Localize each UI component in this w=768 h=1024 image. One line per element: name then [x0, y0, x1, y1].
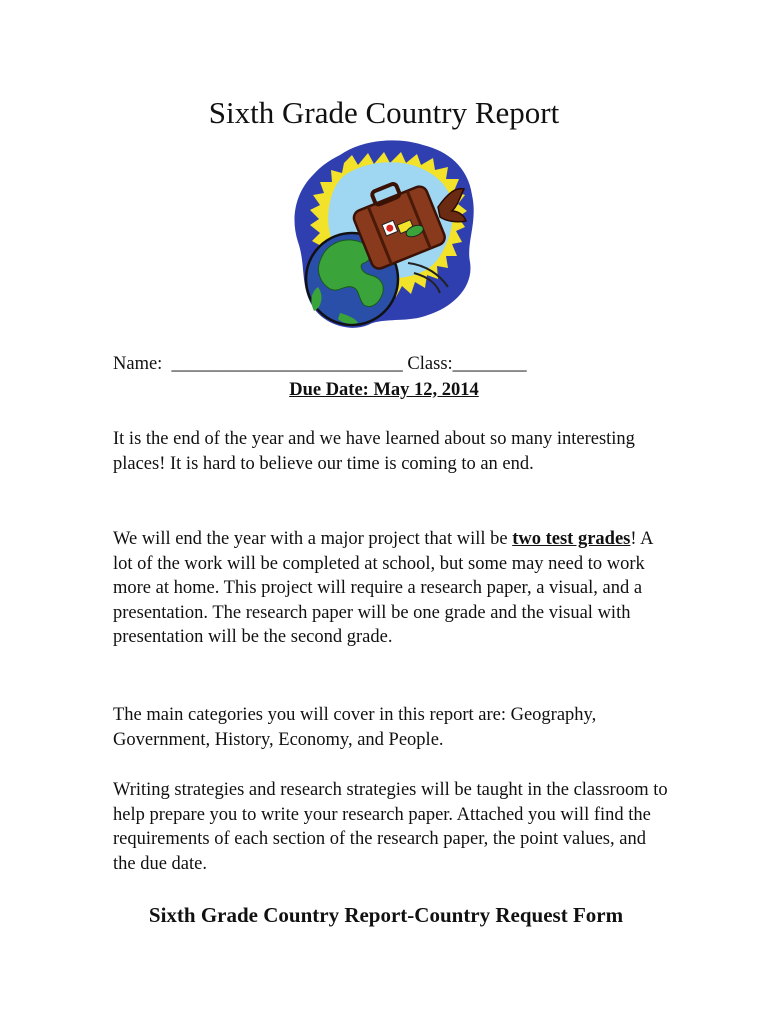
strategies-paragraph: Writing strategies and research strategies will be taught in the classroom to help prepare you to write your research paper. Attached you will find the requirements of each section of the research paper, the point values, and the due date. [113, 780, 668, 874]
page-title: Sixth Grade Country Report [208, 95, 560, 130]
intro-paragraph: It is the end of the year and we have learned about so many interesting places! It is hard to believe our time is coming to an end. [113, 429, 635, 474]
project-paragraph-lead: We will end the year with a major project that will be [113, 529, 513, 549]
project-paragraph [113, 527, 673, 650]
request-form-heading: Sixth Grade Country Report-Country Request Form [148, 903, 624, 927]
due-date: Due Date: May 12, 2014 [289, 380, 479, 400]
project-paragraph-rest: ! A lot of the work will be completed at school, but some may need to work more at home. This project will require a research paper, a visual, and a presentation. The research paper will be one grade and the visual with presentation will be the second grade. [113, 529, 653, 648]
categories-paragraph: The main categories you will cover in this report are: Geography, Government, History, Economy, and People. [113, 705, 597, 750]
two-test-grades-emphasis: two test grades [512, 529, 631, 549]
travel-suitcase-globe-icon [288, 137, 478, 337]
name-class-line: Name: _________________________ Class:________ [113, 354, 527, 374]
